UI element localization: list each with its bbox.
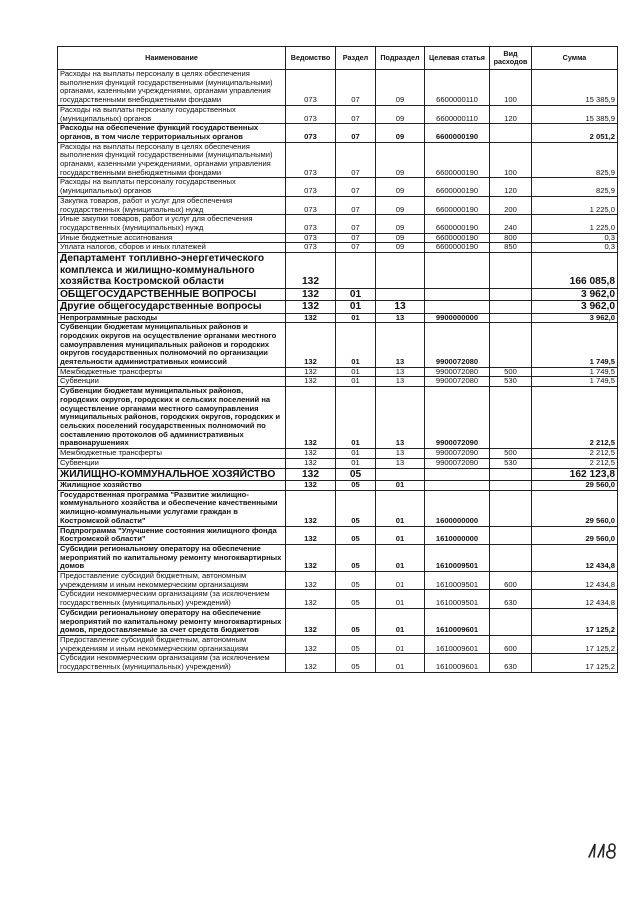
cell-amount: 15 385,9	[532, 70, 618, 106]
cell-expense-type	[490, 481, 532, 491]
cell-amount: 17 125,2	[532, 608, 618, 635]
table-row	[58, 572, 618, 590]
cell-name: Субсидии региональному оператору на обеспечение мероприятий по капитальному ремонту многоквартирных домов, предоставляемые за счет средств бюджетов	[58, 608, 286, 635]
cell-amount: 1 225,0	[532, 215, 618, 233]
cell-section: 05	[336, 526, 376, 544]
table-row	[58, 105, 618, 123]
cell-expense-type: 500	[490, 449, 532, 459]
table-row	[58, 387, 618, 449]
cell-department: 073	[286, 243, 336, 253]
cell-section: 05	[336, 654, 376, 672]
header-department: Ведомство	[286, 47, 336, 70]
cell-section: 07	[336, 196, 376, 214]
cell-section: 05	[336, 481, 376, 491]
budget-table-page	[57, 46, 617, 673]
cell-department: 132	[286, 253, 336, 289]
cell-target-article	[425, 468, 490, 481]
cell-amount: 1 225,0	[532, 196, 618, 214]
cell-target-article: 9900072090	[425, 387, 490, 449]
cell-name: Жилищное хозяйство	[58, 481, 286, 491]
cell-section: 07	[336, 215, 376, 233]
cell-department: 073	[286, 142, 336, 178]
cell-department: 073	[286, 233, 336, 243]
cell-section: 01	[336, 323, 376, 368]
cell-section: 07	[336, 233, 376, 243]
cell-department: 073	[286, 178, 336, 196]
cell-section: 05	[336, 572, 376, 590]
table-row	[58, 124, 618, 142]
cell-subsection	[376, 253, 425, 289]
cell-expense-type: 530	[490, 377, 532, 387]
cell-section: 01	[336, 301, 376, 314]
cell-expense-type: 600	[490, 635, 532, 653]
cell-target-article: 1610009601	[425, 635, 490, 653]
cell-expense-type: 200	[490, 196, 532, 214]
header-section: Раздел	[336, 47, 376, 70]
cell-expense-type: 600	[490, 572, 532, 590]
cell-subsection: 01	[376, 654, 425, 672]
cell-expense-type: 120	[490, 178, 532, 196]
cell-amount: 825,9	[532, 178, 618, 196]
cell-amount: 12 434,8	[532, 544, 618, 571]
cell-section: 05	[336, 635, 376, 653]
table-row	[58, 458, 618, 468]
cell-name: Расходы на выплаты персоналу в целях обеспечения выполнения функций государственными (муниципальными) органами, казенными учреждениями, органами управления государственными внебюджетными фондами	[58, 142, 286, 178]
cell-name: Иные закупки товаров, работ и услуг для обеспечения государственных (муниципальных) нужд	[58, 215, 286, 233]
cell-expense-type	[490, 124, 532, 142]
table-body	[58, 70, 618, 673]
cell-target-article: 9900000000	[425, 313, 490, 323]
cell-target-article: 6600000190	[425, 178, 490, 196]
cell-expense-type	[490, 288, 532, 301]
cell-amount: 17 125,2	[532, 654, 618, 672]
cell-amount: 1 749,5	[532, 367, 618, 377]
cell-target-article: 6600000110	[425, 105, 490, 123]
cell-name: Межбюджетные трансферты	[58, 449, 286, 459]
cell-name: Уплата налогов, сборов и иных платежей	[58, 243, 286, 253]
cell-amount: 2 212,5	[532, 387, 618, 449]
cell-name: Расходы на выплаты персоналу в целях обеспечения выполнения функций государственными (муниципальными) органами, казенными учреждениями, органами управления государственными внебюджетными фондами	[58, 70, 286, 106]
cell-target-article: 6600000190	[425, 243, 490, 253]
cell-department: 073	[286, 215, 336, 233]
cell-amount: 0,3	[532, 243, 618, 253]
cell-name: Предоставление субсидий бюджетным, автономным учреждениям и иным некоммерческим организациям	[58, 635, 286, 653]
cell-expense-type	[490, 526, 532, 544]
cell-amount: 166 085,8	[532, 253, 618, 289]
cell-subsection: 09	[376, 215, 425, 233]
cell-expense-type: 630	[490, 654, 532, 672]
cell-section: 01	[336, 449, 376, 459]
cell-subsection: 13	[376, 387, 425, 449]
cell-target-article: 1610009501	[425, 590, 490, 608]
cell-expense-type: 630	[490, 590, 532, 608]
cell-section: 01	[336, 367, 376, 377]
cell-amount: 15 385,9	[532, 105, 618, 123]
cell-target-article: 6600000190	[425, 233, 490, 243]
cell-name: Государственная программа "Развитие жилищно-коммунального хозяйства и обеспечение качественными жилищно-коммунальными услугами граждан в Костромской области"	[58, 490, 286, 526]
table-row	[58, 313, 618, 323]
cell-target-article: 6600000110	[425, 70, 490, 106]
cell-amount: 29 560,0	[532, 490, 618, 526]
cell-department: 132	[286, 481, 336, 491]
table-row	[58, 253, 618, 289]
header-subsection: Подраздел	[376, 47, 425, 70]
cell-section: 05	[336, 468, 376, 481]
cell-expense-type	[490, 301, 532, 314]
cell-expense-type: 120	[490, 105, 532, 123]
table-header-row	[58, 47, 618, 70]
cell-name: ЖИЛИЩНО-КОММУНАЛЬНОЕ ХОЗЯЙСТВО	[58, 468, 286, 481]
cell-subsection: 13	[376, 377, 425, 387]
cell-section: 07	[336, 142, 376, 178]
cell-department: 132	[286, 313, 336, 323]
table-row	[58, 481, 618, 491]
header-expense-type: Вид расходов	[490, 47, 532, 70]
cell-name: Субсидии некоммерческим организациям (за исключением государственных (муниципальных) учреждений)	[58, 590, 286, 608]
cell-department: 073	[286, 105, 336, 123]
cell-amount: 2 212,5	[532, 449, 618, 459]
cell-name: Департамент топливно-энергетического комплекса и жилищно-коммунального хозяйства Костромской области	[58, 253, 286, 289]
cell-target-article: 9900072080	[425, 323, 490, 368]
cell-name: Расходы на выплаты персоналу государственных (муниципальных) органов	[58, 178, 286, 196]
cell-name: Расходы на обеспечение функций государственных органов, в том числе территориальных органов	[58, 124, 286, 142]
cell-name: Иные бюджетные ассигнования	[58, 233, 286, 243]
cell-department: 132	[286, 654, 336, 672]
cell-subsection	[376, 288, 425, 301]
table-row	[58, 608, 618, 635]
cell-amount: 29 560,0	[532, 526, 618, 544]
table-row	[58, 490, 618, 526]
cell-subsection: 01	[376, 572, 425, 590]
cell-amount: 12 434,8	[532, 572, 618, 590]
cell-subsection: 09	[376, 70, 425, 106]
cell-target-article: 1610009601	[425, 608, 490, 635]
table-row	[58, 288, 618, 301]
table-row	[58, 590, 618, 608]
cell-subsection: 13	[376, 367, 425, 377]
table-row	[58, 233, 618, 243]
cell-expense-type	[490, 608, 532, 635]
cell-target-article: 1610009501	[425, 572, 490, 590]
cell-subsection: 09	[376, 178, 425, 196]
cell-department: 132	[286, 301, 336, 314]
cell-department: 132	[286, 449, 336, 459]
cell-department: 132	[286, 367, 336, 377]
cell-target-article: 9900072090	[425, 449, 490, 459]
cell-expense-type	[490, 313, 532, 323]
cell-department: 073	[286, 196, 336, 214]
cell-subsection: 13	[376, 323, 425, 368]
cell-expense-type	[490, 544, 532, 571]
cell-department: 132	[286, 572, 336, 590]
cell-amount: 3 962,0	[532, 313, 618, 323]
cell-target-article	[425, 301, 490, 314]
cell-section	[336, 253, 376, 289]
cell-target-article	[425, 253, 490, 289]
cell-subsection: 09	[376, 124, 425, 142]
cell-section: 01	[336, 387, 376, 449]
table-row	[58, 367, 618, 377]
cell-department: 073	[286, 70, 336, 106]
table-row	[58, 323, 618, 368]
cell-department: 132	[286, 323, 336, 368]
cell-subsection: 09	[376, 196, 425, 214]
cell-department: 132	[286, 468, 336, 481]
cell-department: 132	[286, 635, 336, 653]
table-row	[58, 544, 618, 571]
cell-target-article: 1610000000	[425, 526, 490, 544]
table-row	[58, 449, 618, 459]
cell-section: 01	[336, 377, 376, 387]
cell-department: 132	[286, 608, 336, 635]
cell-target-article: 1610009501	[425, 544, 490, 571]
cell-expense-type: 100	[490, 142, 532, 178]
cell-subsection: 01	[376, 481, 425, 491]
cell-section: 05	[336, 490, 376, 526]
table-row	[58, 526, 618, 544]
cell-expense-type: 800	[490, 233, 532, 243]
cell-amount: 17 125,2	[532, 635, 618, 653]
cell-target-article	[425, 288, 490, 301]
table-row	[58, 70, 618, 106]
header-amount: Сумма	[532, 47, 618, 70]
cell-section: 07	[336, 70, 376, 106]
cell-department: 132	[286, 490, 336, 526]
cell-target-article: 6600000190	[425, 196, 490, 214]
cell-section: 07	[336, 124, 376, 142]
cell-subsection: 01	[376, 608, 425, 635]
cell-amount: 2 212,5	[532, 458, 618, 468]
cell-target-article: 1610009601	[425, 654, 490, 672]
cell-subsection	[376, 468, 425, 481]
cell-target-article: 9900072080	[425, 377, 490, 387]
cell-section: 01	[336, 288, 376, 301]
cell-amount: 12 434,8	[532, 590, 618, 608]
cell-name: Предоставление субсидий бюджетным, автономным учреждениям и иным некоммерческим организациям	[58, 572, 286, 590]
cell-expense-type	[490, 253, 532, 289]
cell-amount: 3 962,0	[532, 301, 618, 314]
cell-section: 07	[336, 243, 376, 253]
cell-expense-type	[490, 490, 532, 526]
cell-name: Межбюджетные трансферты	[58, 367, 286, 377]
cell-department: 132	[286, 288, 336, 301]
cell-department: 132	[286, 526, 336, 544]
cell-name: Субвенции	[58, 458, 286, 468]
table-row	[58, 196, 618, 214]
cell-target-article	[425, 481, 490, 491]
cell-amount: 1 749,5	[532, 323, 618, 368]
table-row	[58, 468, 618, 481]
cell-expense-type	[490, 323, 532, 368]
cell-name: Субвенции бюджетам муниципальных районов и городских округов на осуществление органами местного самоуправления муниципальных районов и городских округов государственных полномочий по организации деятельности административных комиссий	[58, 323, 286, 368]
cell-name: Подпрограмма "Улучшение состояния жилищного фонда Костромской области"	[58, 526, 286, 544]
cell-subsection: 13	[376, 313, 425, 323]
cell-target-article: 9900072080	[425, 367, 490, 377]
cell-section: 05	[336, 590, 376, 608]
cell-target-article: 6600000190	[425, 124, 490, 142]
cell-subsection: 01	[376, 544, 425, 571]
cell-amount: 1 749,5	[532, 377, 618, 387]
cell-subsection: 13	[376, 301, 425, 314]
cell-expense-type	[490, 387, 532, 449]
cell-name: Другие общегосударственные вопросы	[58, 301, 286, 314]
cell-name: Расходы на выплаты персоналу государственных (муниципальных) органов	[58, 105, 286, 123]
table-row	[58, 178, 618, 196]
cell-amount: 29 560,0	[532, 481, 618, 491]
cell-expense-type: 530	[490, 458, 532, 468]
cell-section: 01	[336, 313, 376, 323]
cell-name: ОБЩЕГОСУДАРСТВЕННЫЕ ВОПРОСЫ	[58, 288, 286, 301]
table-row	[58, 215, 618, 233]
handwritten-page-number	[585, 841, 621, 861]
table-row	[58, 635, 618, 653]
cell-subsection: 09	[376, 243, 425, 253]
cell-expense-type: 500	[490, 367, 532, 377]
cell-department: 132	[286, 590, 336, 608]
cell-subsection: 01	[376, 635, 425, 653]
cell-target-article: 6600000190	[425, 215, 490, 233]
cell-department: 132	[286, 387, 336, 449]
cell-subsection: 13	[376, 458, 425, 468]
cell-amount: 3 962,0	[532, 288, 618, 301]
cell-expense-type: 100	[490, 70, 532, 106]
cell-name: Субсидии региональному оператору на обеспечение мероприятий по капитальному ремонту многоквартирных домов	[58, 544, 286, 571]
cell-subsection: 09	[376, 233, 425, 243]
cell-subsection: 01	[376, 526, 425, 544]
cell-amount: 162 123,8	[532, 468, 618, 481]
cell-amount: 2 051,2	[532, 124, 618, 142]
table-row	[58, 377, 618, 387]
budget-table	[57, 46, 618, 673]
cell-name: Субвенции	[58, 377, 286, 387]
cell-expense-type	[490, 468, 532, 481]
cell-target-article: 1600000000	[425, 490, 490, 526]
cell-subsection: 09	[376, 105, 425, 123]
cell-department: 132	[286, 458, 336, 468]
cell-expense-type: 850	[490, 243, 532, 253]
cell-subsection: 01	[376, 590, 425, 608]
header-target-article: Целевая статья	[425, 47, 490, 70]
table-row	[58, 243, 618, 253]
cell-name: Непрограммные расходы	[58, 313, 286, 323]
cell-section: 05	[336, 608, 376, 635]
cell-department: 132	[286, 377, 336, 387]
cell-section: 05	[336, 544, 376, 571]
cell-name: Субсидии некоммерческим организациям (за исключением государственных (муниципальных) учреждений)	[58, 654, 286, 672]
cell-section: 07	[336, 178, 376, 196]
table-row	[58, 301, 618, 314]
cell-subsection: 01	[376, 490, 425, 526]
cell-section: 01	[336, 458, 376, 468]
cell-subsection: 09	[376, 142, 425, 178]
cell-section: 07	[336, 105, 376, 123]
cell-expense-type: 240	[490, 215, 532, 233]
table-row	[58, 654, 618, 672]
cell-department: 132	[286, 544, 336, 571]
cell-name: Субвенции бюджетам муниципальных районов, городских округов, городских и сельских поселений на осуществление органами местного самоуправления муниципальных районов, городских округов, городских и сельских поселений государственных полномочий по составлению протоколов об административных правонарушениях	[58, 387, 286, 449]
cell-amount: 0,3	[532, 233, 618, 243]
table-row	[58, 142, 618, 178]
cell-amount: 825,9	[532, 142, 618, 178]
header-name: Наименование	[58, 47, 286, 70]
cell-target-article: 6600000190	[425, 142, 490, 178]
cell-subsection: 13	[376, 449, 425, 459]
cell-name: Закупка товаров, работ и услуг для обеспечения государственных (муниципальных) нужд	[58, 196, 286, 214]
cell-target-article: 9900072090	[425, 458, 490, 468]
cell-department: 073	[286, 124, 336, 142]
